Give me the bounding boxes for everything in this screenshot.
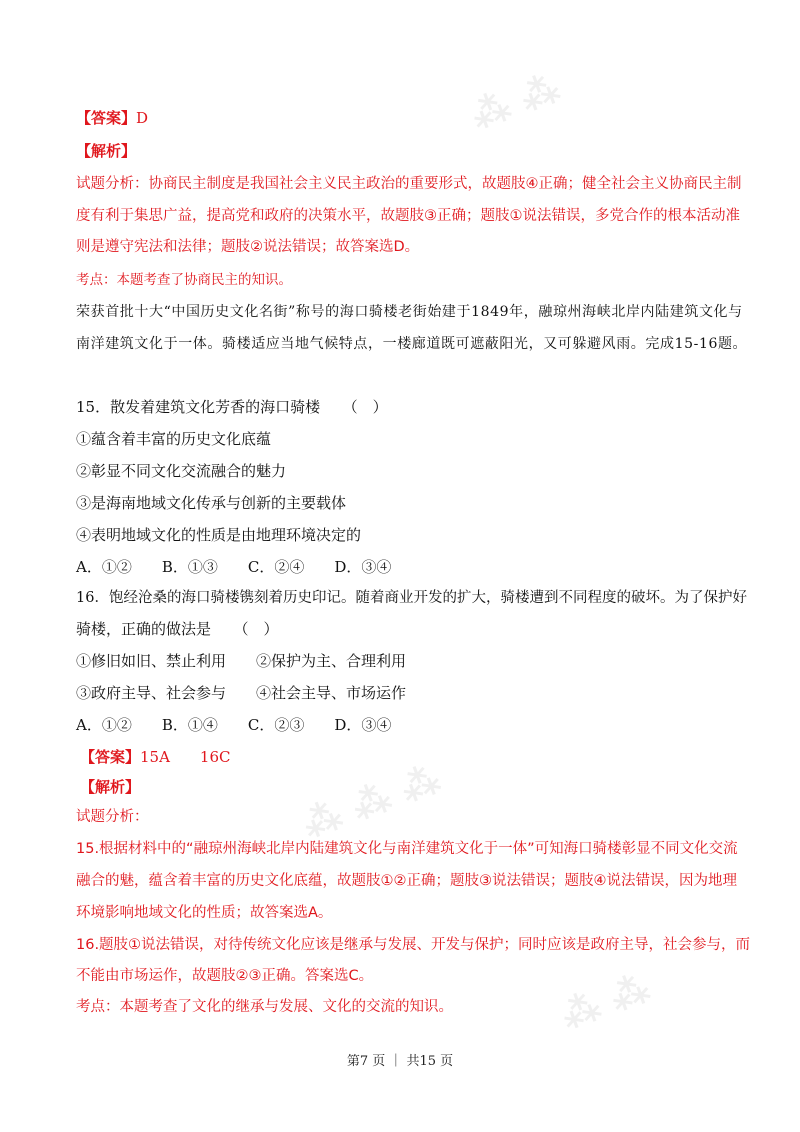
q16-stem: 16．饱经沧桑的海口骑楼镌刻着历史印记。随着商业开发的扩大，骑楼遭到不同程度的破坏。为了保护好	[76, 590, 747, 606]
kaodian-line: 考点：本题考查了协商民主的知识。	[76, 272, 292, 288]
q15-stem: 15．散发着建筑文化芳香的海口骑楼 （ ）	[76, 398, 388, 416]
q16-item: ①修旧如旧、禁止利用 ②保护为主、合理利用	[76, 652, 407, 670]
answer-label: 【答案】	[80, 748, 141, 766]
q16-stem: 骑楼，正确的做法是 （ ）	[76, 620, 279, 638]
material-line: 南洋建筑文化于一体。骑楼适应当地气候特点，一楼廊道既可遮蔽阳光，又可躲避风雨。完成15-16题。	[76, 336, 748, 352]
analysis-line: 环境影响地域文化的性质；故答案选A。	[76, 905, 333, 921]
analysis-line: 15.根据材料中的“融琼州海峡北岸内陆建筑文化与南洋建筑文化于一体”可知海口骑楼彰显不同文化交流	[76, 841, 738, 857]
watermark-graphic: ⁂ ⁂ ⁂	[296, 756, 447, 848]
analysis-line: 融合的魅，蕴含着丰富的历史文化底蕴，故题肢①②正确；题肢③说法错误；题肢④说法错误，因为地理	[76, 873, 737, 889]
answer-value: D	[136, 109, 149, 127]
q15-item: ①蕴含着丰富的历史文化底蕴	[76, 430, 272, 448]
q16-item: ③政府主导、社会参与 ④社会主导、市场运作	[76, 684, 407, 702]
q15-item: ④表明地域文化的性质是由地理环境决定的	[76, 526, 362, 544]
watermark-graphic: ⁂ ⁂	[465, 65, 566, 139]
kaodian-line: 考点：本题考查了文化的继承与发展、文化的交流的知识。	[76, 999, 453, 1015]
q16-options: A．①② B．①④ C．②③ D．③④	[76, 716, 392, 734]
page-footer: 第7 页 ｜ 共15 页	[346, 1054, 454, 1069]
q15-item: ②彰显不同文化交流融合的魅力	[76, 462, 287, 480]
analysis-line: 则是遵守宪法和法律；题肢②说法错误；故答案选D。	[76, 239, 420, 255]
analysis-label: 【解析】	[76, 142, 137, 160]
answer-value: 15A 16C	[140, 748, 231, 766]
q15-options: A．①② B．①③ C．②④ D．③④	[76, 558, 392, 576]
watermark-graphic: ⁂ ⁂	[555, 965, 656, 1039]
analysis-line: 试题分析：协商民主制度是我国社会主义民主政治的重要形式，故题肢④正确；健全社会主义协商民主制	[76, 176, 742, 192]
analysis-title: 试题分析：	[76, 809, 149, 825]
answer-label: 【答案】	[76, 109, 137, 127]
q15-item: ③是海南地域文化传承与创新的主要载体	[76, 494, 347, 512]
analysis-line: 16.题肢①说法错误，对待传统文化应该是继承与发展、开发与保护；同时应该是政府主导，社会参与，而	[76, 937, 751, 953]
analysis-line: 度有利于集思广益，提高党和政府的决策水平，故题肢③正确；题肢①说法错误，多党合作的根本活动准	[76, 208, 740, 224]
analysis-line: 不能由市场运作，故题肢②③正确。答案选C。	[76, 968, 374, 984]
material-line: 荣获首批十大“中国历史文化名街”称号的海口骑楼老街始建于1849年，融琼州海峡北岸内陆建筑文化与	[76, 304, 743, 320]
answer-line-1	[76, 108, 148, 128]
analysis-label: 【解析】	[80, 778, 141, 796]
answer-line-2	[80, 747, 231, 767]
